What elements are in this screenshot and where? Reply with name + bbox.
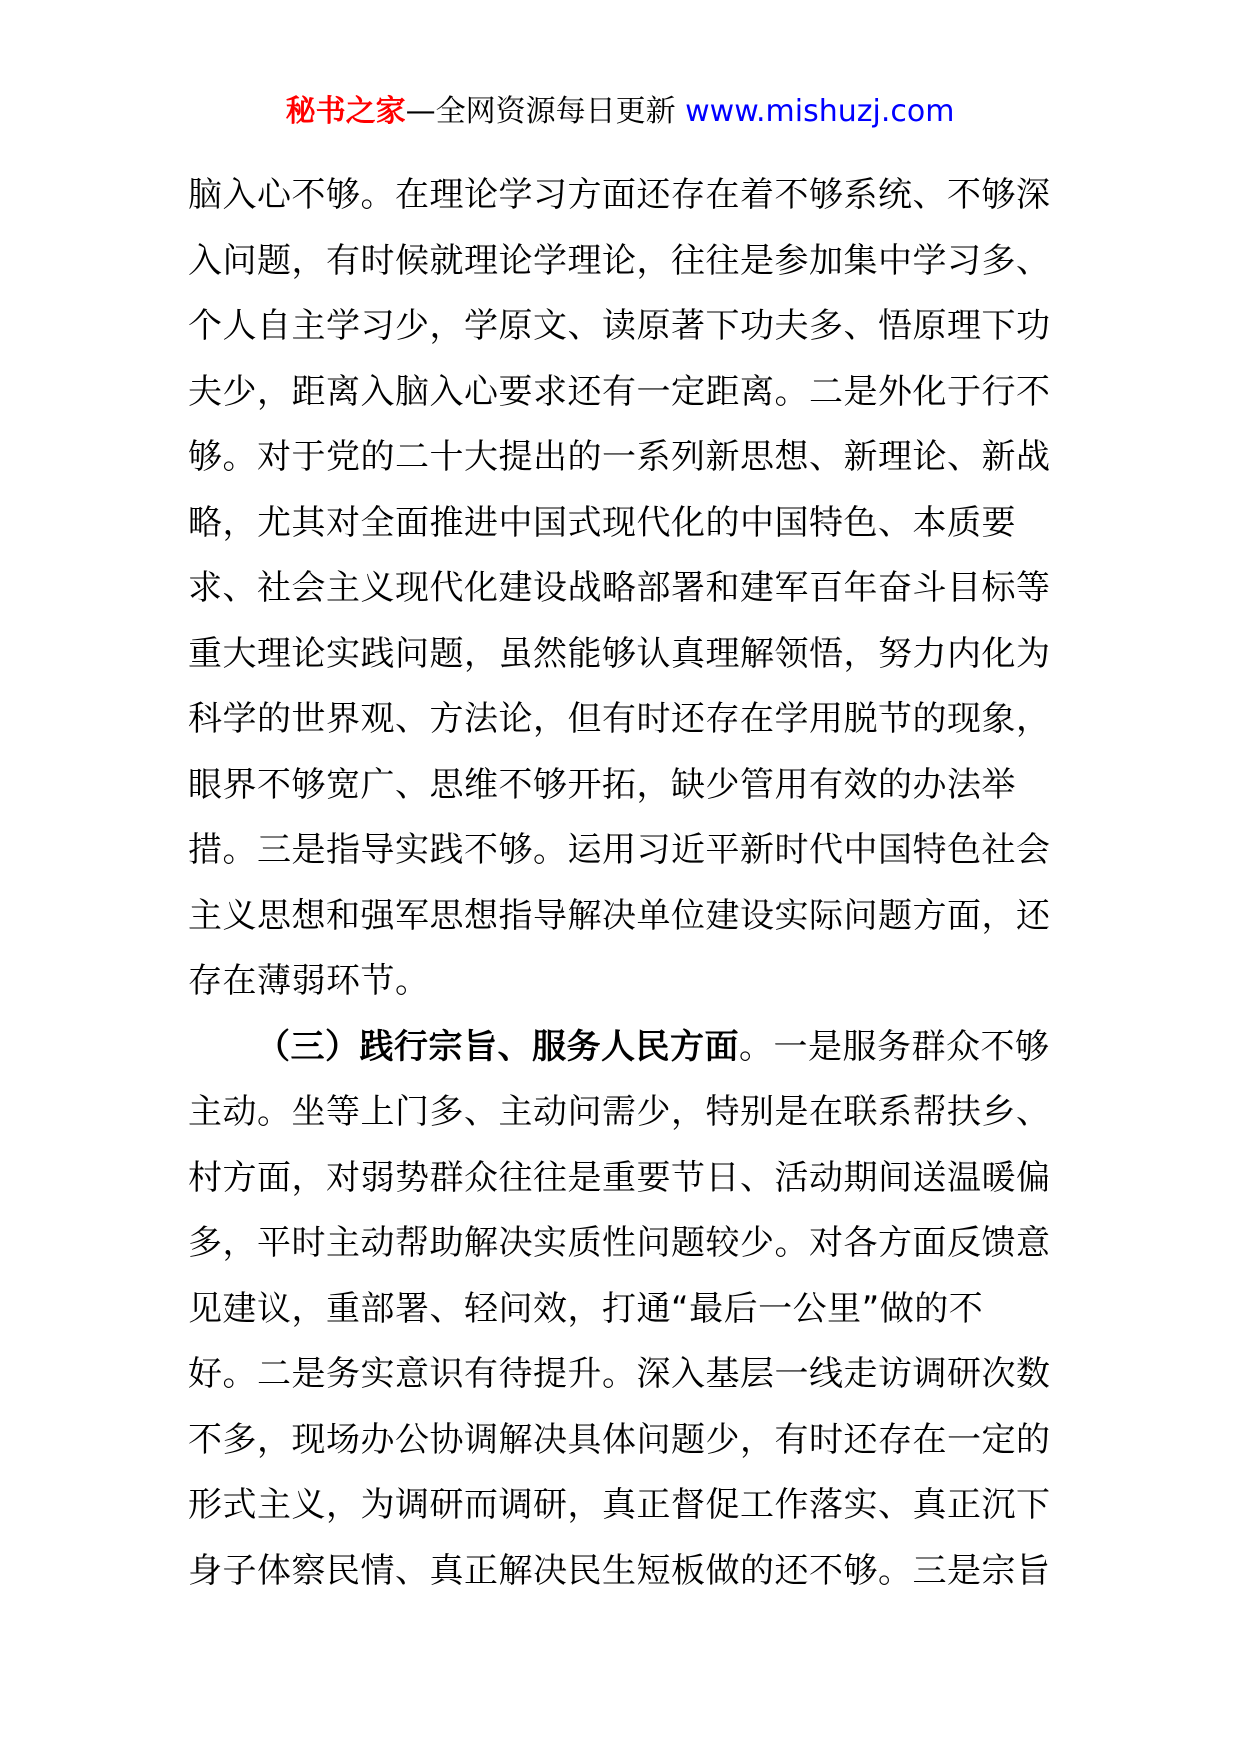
- site-brand: 秘书之家: [285, 94, 406, 129]
- paragraph-line: 个人自主学习少，学原文、读原著下功夫多、悟原理下功: [188, 306, 1051, 346]
- paragraph-line: 够。对于党的二十大提出的一系列新思想、新理论、新战: [188, 437, 1051, 477]
- paragraph-line: 形式主义，为调研而调研，真正督促工作落实、真正沉下: [188, 1485, 1051, 1525]
- paragraph-line: 夫少，距离入脑入心要求还有一定距离。二是外化于行不: [188, 371, 1051, 412]
- paragraph-line: 村方面，对弱势群众往往是重要节日、活动期间送温暖偏: [188, 1157, 1051, 1198]
- paragraph-line: 入问题，有时候就理论学理论，往往是参加集中学习多、: [188, 240, 1051, 281]
- document-body: [188, 163, 1068, 1604]
- paragraph-line: 主义思想和强军思想指导解决单位建设实际问题方面，还: [188, 895, 1051, 936]
- paragraph-line: 存在薄弱环节。: [188, 961, 430, 1001]
- paragraph-line: 好。二是务实意识有待提升。深入基层一线走访调研次数: [188, 1354, 1051, 1394]
- section-heading-rest: 。一是服务群众不够: [739, 1026, 1050, 1067]
- site-url-link[interactable]: www.mishuzj.com: [685, 94, 955, 129]
- site-tagline: —全网资源每日更新: [405, 94, 676, 129]
- section-heading: （三）践行宗旨、服务人民方面: [256, 1026, 739, 1067]
- paragraph-line: 重大理论实践问题，虽然能够认真理解领悟，努力内化为: [188, 633, 1051, 674]
- paragraph-line: 眼界不够宽广、思维不够开拓，缺少管用有效的办法举: [188, 764, 1016, 805]
- section-heading-line: [188, 1015, 1068, 1081]
- paragraph-line: 脑入心不够。在理论学习方面还存在着不够系统、不够深: [188, 175, 1051, 215]
- paragraph-line: 措。三是指导实践不够。运用习近平新时代中国特色社会: [188, 830, 1051, 870]
- paragraph-line: 多，平时主动帮助解决实质性问题较少。对各方面反馈意: [188, 1223, 1051, 1263]
- page-header: [0, 92, 1240, 132]
- paragraph-line: 科学的世界观、方法论，但有时还存在学用脱节的现象，: [188, 699, 1051, 739]
- paragraph-line: 身子体察民情、真正解决民生短板做的还不够。三是宗旨: [188, 1550, 1051, 1591]
- paragraph-line: 略，尤其对全面推进中国式现代化的中国特色、本质要: [188, 502, 1016, 543]
- paragraph-line: 见建议，重部署、轻问效，打通“最后一公里”做的不: [188, 1288, 984, 1329]
- paragraph-line: 求、社会主义现代化建设战略部署和建军百年奋斗目标等: [188, 568, 1051, 608]
- paragraph-line: 主动。坐等上门多、主动问需少，特别是在联系帮扶乡、: [188, 1092, 1051, 1132]
- paragraph-line: 不多，现场办公协调解决具体问题少，有时还存在一定的: [188, 1419, 1051, 1460]
